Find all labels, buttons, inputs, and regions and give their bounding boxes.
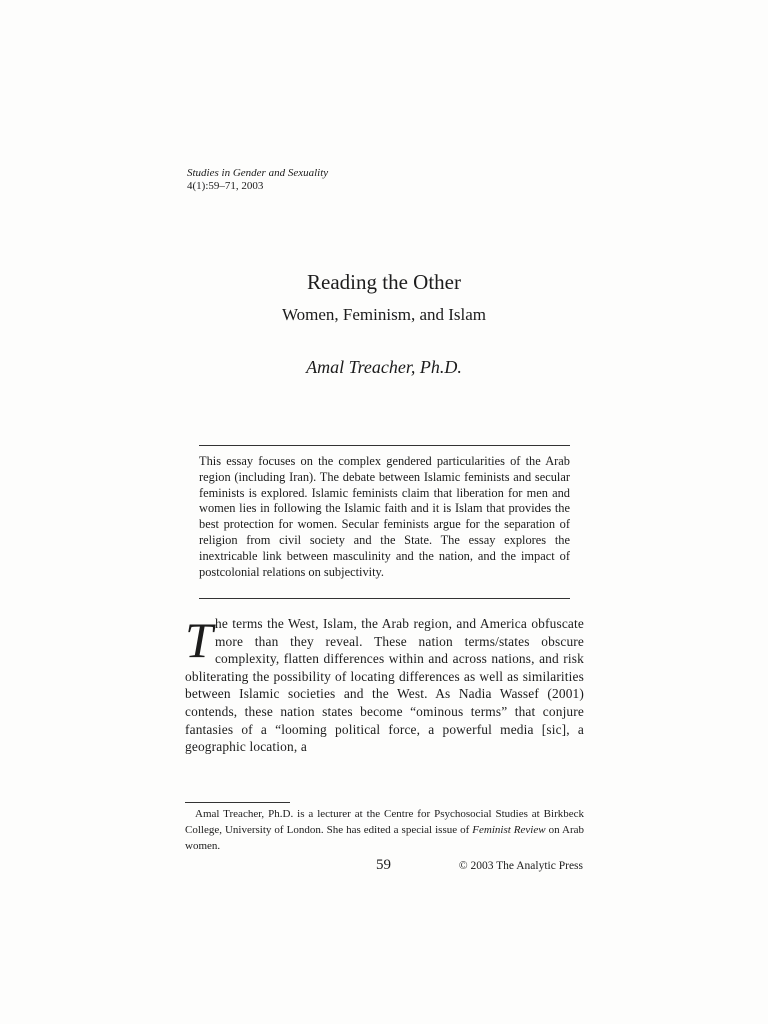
- abstract-bottom-rule: [199, 598, 570, 599]
- footnote-text: Amal Treacher, Ph.D. is a lecturer at the Centre for Psychosocial Studies at Birkbeck College, University of London. She has edited a special issue of: [185, 808, 584, 836]
- article-subtitle: Women, Feminism, and Islam: [281, 305, 487, 324]
- copyright: © 2003 The Analytic Press: [458, 860, 583, 872]
- footnote-text-end: on Arab women.: [185, 824, 584, 852]
- page-number: 59: [376, 857, 391, 873]
- journal-issue: 4(1):59–71, 2003: [187, 179, 264, 192]
- article-author: Amal Treacher, Ph.D.: [306, 357, 462, 377]
- abstract-top-rule: [199, 445, 570, 446]
- footnote-journal-title: Feminist Review: [472, 824, 546, 836]
- abstract: This essay focuses on the complex gendered particularities of the Arab region (including Iran). The debate between Islamic feminists and secular feminists is explored. Islamic feminists claim that liberation for men and women lies in following the Islamic faith and it is Islam that provides the best protection for women. Secular feminists argue for the separation of religion from civil society and the State. The essay explores the inextricable link between masculinity and the nation, and the impact of postcolonial relations on subjectivity.: [199, 454, 570, 579]
- footnote-rule: [185, 802, 290, 803]
- footnote: [185, 806, 584, 854]
- body-paragraph: [185, 612, 584, 756]
- journal-info: [187, 167, 328, 192]
- journal-name: Studies in Gender and Sexuality: [187, 167, 329, 179]
- drop-cap: T: [185, 612, 213, 668]
- article-title: Reading the Other: [307, 270, 461, 294]
- body-text: he terms the West, Islam, the Arab region, and America obfuscate more than they reveal. These nation terms/states obscure complexity, flatten differences within and across nations, and risk obliterating the possibility of locating differences as well as similarities between Islamic societies and the West. As Nadia Wassef (2001) contends, these nation states become “ominous terms” that conjure fantasies of a “looming political force, a powerful media [sic], a geographic location, a: [185, 616, 584, 755]
